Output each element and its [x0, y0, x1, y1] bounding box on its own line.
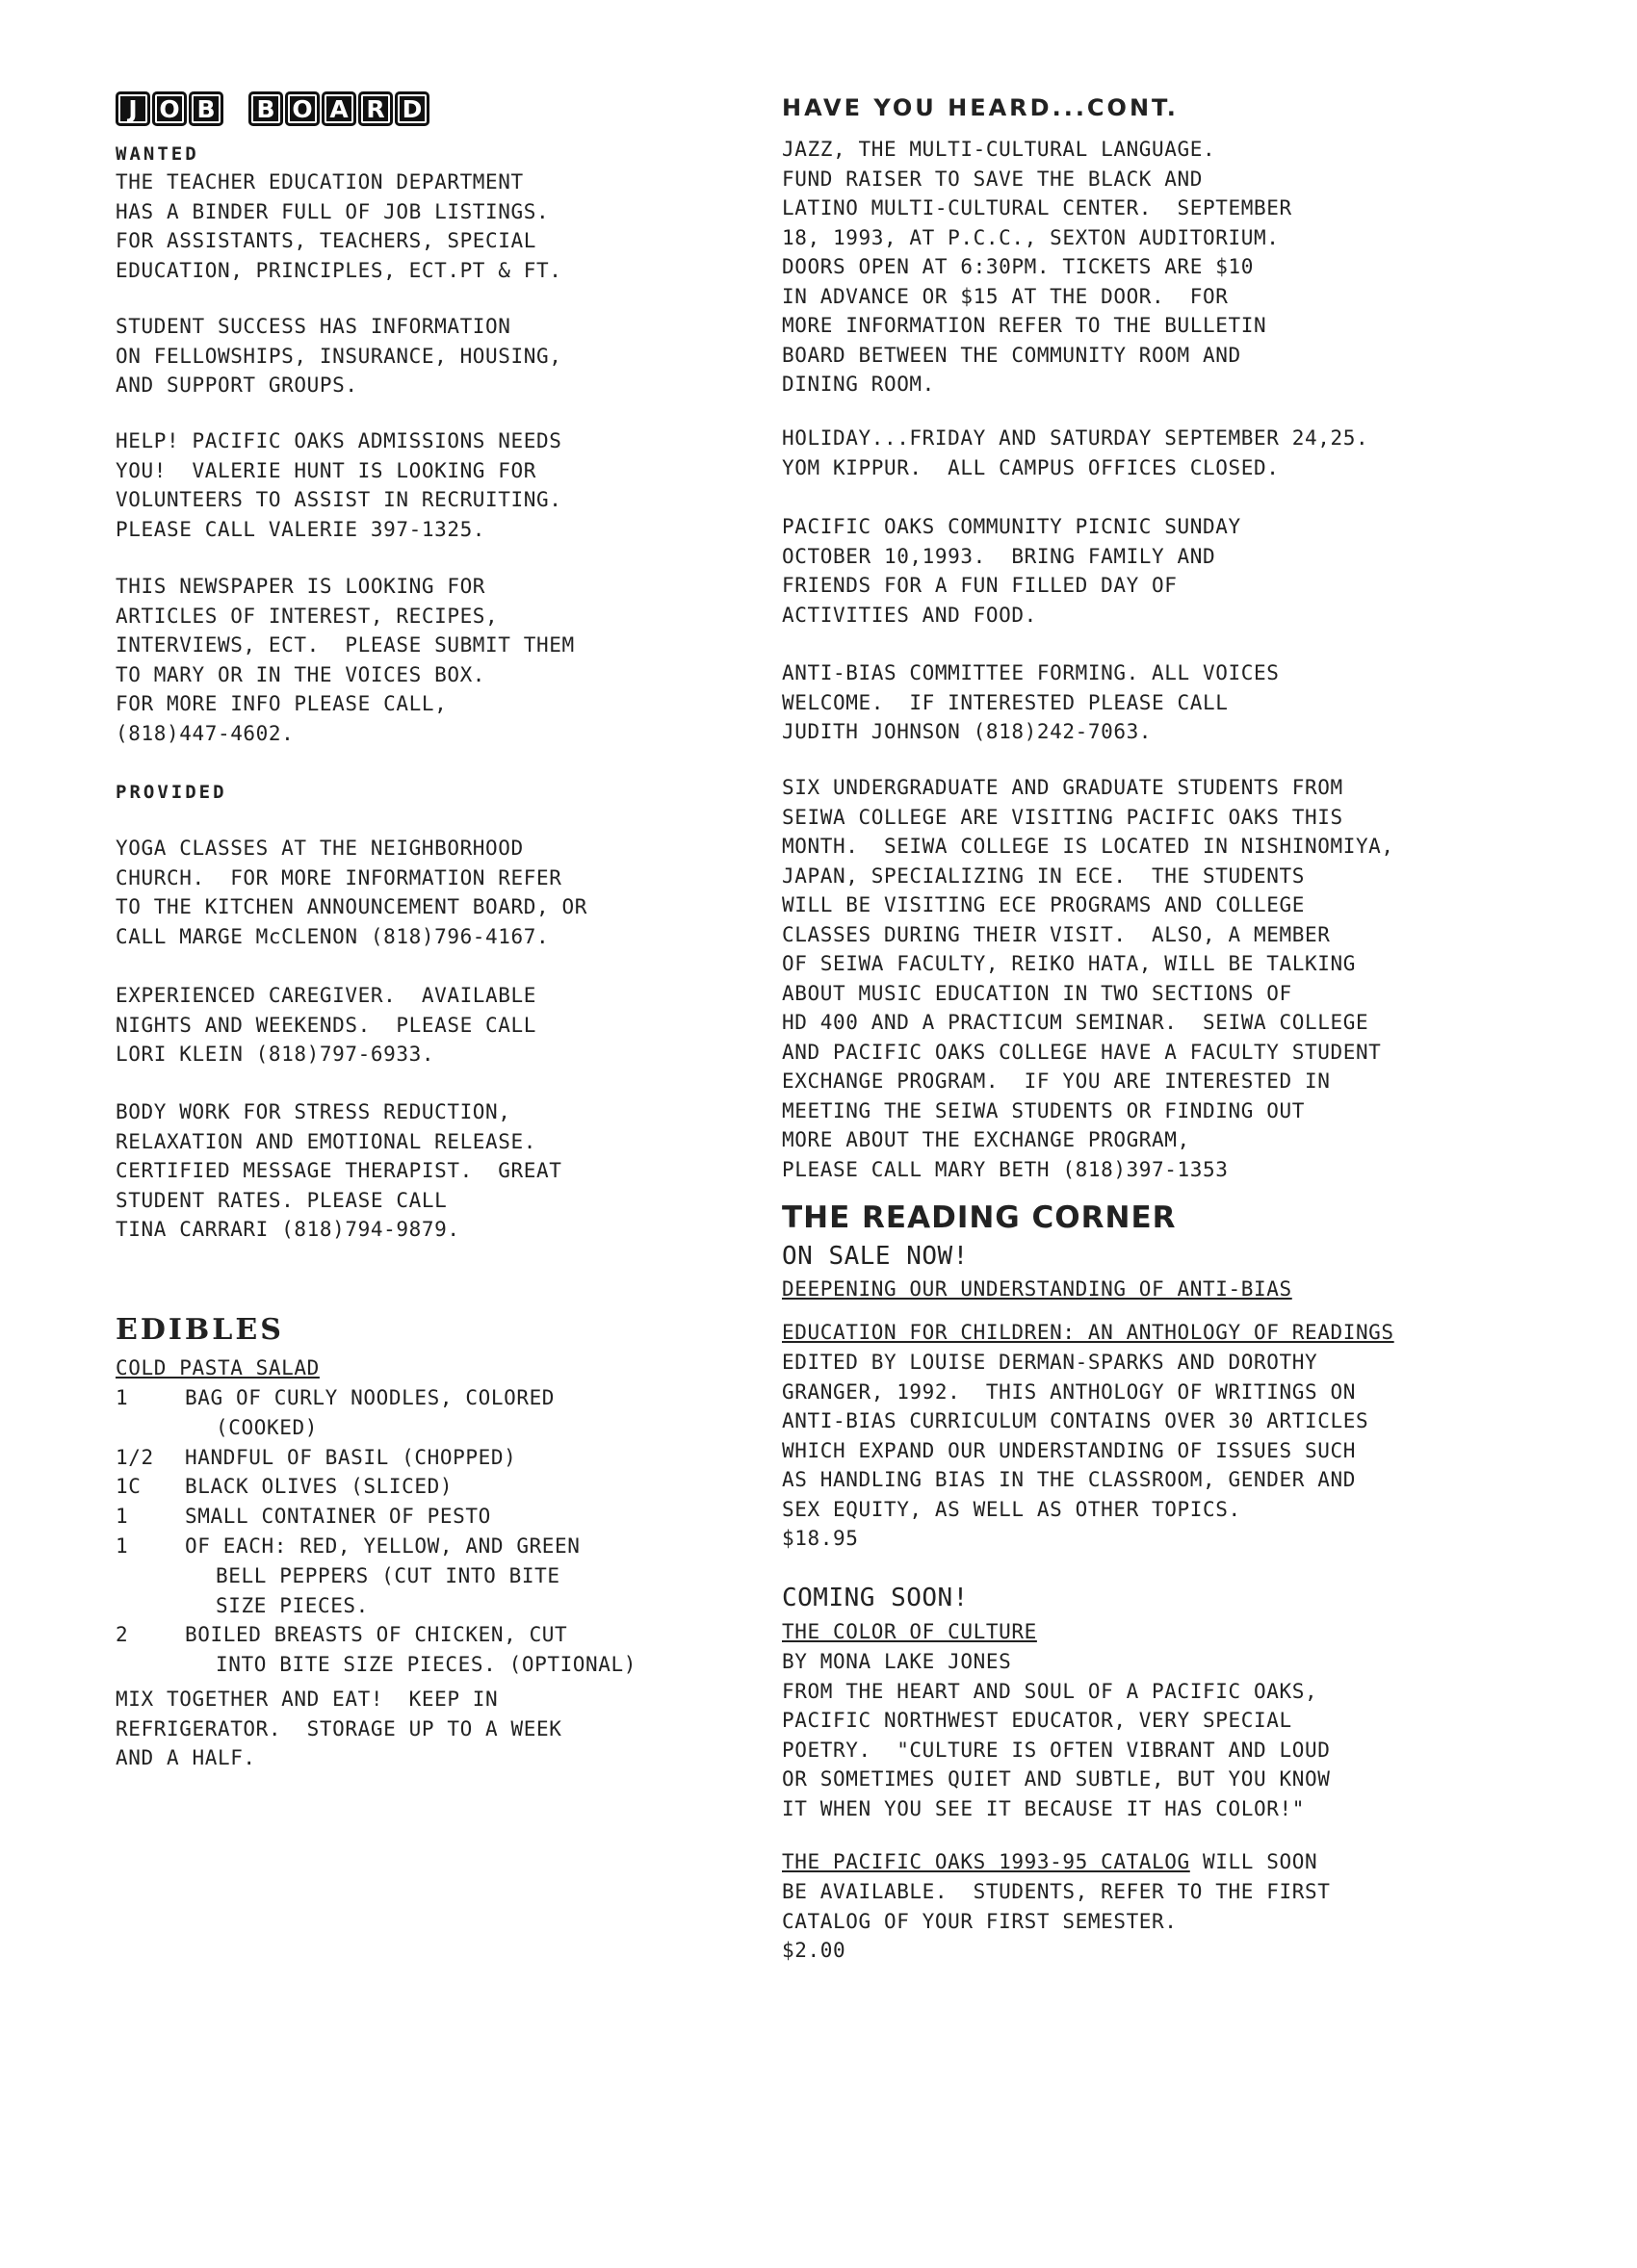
job-board-heading: [116, 91, 429, 126]
coming-book-title: THE COLOR OF CULTURE: [782, 1620, 1037, 1643]
ingredient-text: BOILED BREASTS OF CHICKEN, CUT: [185, 1623, 568, 1647]
recipe-ingredient: [116, 1383, 637, 1413]
ingredient-continuation: (COOKED): [216, 1415, 318, 1439]
catalog-description: BE AVAILABLE. STUDENTS, REFER TO THE FIRST CATALOG OF YOUR FIRST SEMESTER. $2.00: [782, 1880, 1331, 1962]
book-title-line-1: DEEPENING OUR UNDERSTANDING OF ANTI-BIAS: [782, 1277, 1292, 1301]
book-description: EDITED BY LOUISE DERMAN-SPARKS AND DOROTHY GRANGER, 1992. THIS ANTHOLOGY OF WRITINGS ON ANTI-BIAS CURRICULUM CONTAINS OVER 30 ARTICLES WHICH EXPAND OUR UNDERSTANDING OF ISSUES SUCH AS HANDLING BIAS IN THE CLASSROOM, GENDER AND SEX EQUITY, AS WELL AS OTHER TOPICS. $18.95: [782, 1351, 1369, 1550]
notice-seiwa-college: SIX UNDERGRADUATE AND GRADUATE STUDENTS FROM SEIWA COLLEGE ARE VISITING PACIFIC OAKS THIS MONTH. SEIWA COLLEGE IS LOCATED IN NISHINOMIYA, JAPAN, SPECIALIZING IN ECE. THE STUDENTS WILL BE VISITING ECE PROGRAMS AND COLLEGE CLASSES DURING THEIR VISIT. ALSO, A MEMBER OF SEIWA FACULTY, REIKO HATA, WILL BE TALKING ABOUT MUSIC EDUCATION IN TWO SECTIONS OF HD 400 AND A PRACTICUM SEMINAR. SEIWA COLLEGE AND PACIFIC OAKS COLLEGE HAVE A FACULTY STUDENT EXCHANGE PROGRAM. IF YOU ARE INTERESTED IN MEETING THE SEIWA STUDENTS OR FINDING OUT MORE ABOUT THE EXCHANGE PROGRAM, PLEASE CALL MARY BETH (818)397-1353: [782, 776, 1394, 1181]
coming-book-description: BY MONA LAKE JONES FROM THE HEART AND SOUL OF A PACIFIC OAKS, PACIFIC NORTHWEST EDUCATOR, VERY SPECIAL POETRY. "CULTURE IS OFTEN VIBRANT AND LOUD OR SOMETIMES QUIET AND SUBTLE, BUT YOU KNOW IT WHEN YOU SEE IT BECAUSE IT HAS COLOR!": [782, 1650, 1331, 1820]
ingredient-text: BAG OF CURLY NOODLES, COLORED: [185, 1386, 556, 1409]
job-board-letter: O: [152, 91, 187, 126]
provided-listing-yoga: YOGA CLASSES AT THE NEIGHBORHOOD CHURCH. FOR MORE INFORMATION REFER TO THE KITCHEN ANNOUNCEMENT BOARD, OR CALL MARGE McCLENON (818)796-4167.: [116, 837, 587, 948]
wanted-listing-admissions: HELP! PACIFIC OAKS ADMISSIONS NEEDS YOU! VALERIE HUNT IS LOOKING FOR VOLUNTEERS TO ASSIST IN RECRUITING. PLEASE CALL VALERIE 397-1325.: [116, 429, 562, 541]
coming-soon-label: COMING SOON!: [782, 1584, 969, 1612]
ingredient-quantity: 1: [116, 1386, 129, 1409]
ingredient-quantity: 1/2: [116, 1445, 154, 1469]
ingredient-text: HANDFUL OF BASIL (CHOPPED): [185, 1445, 517, 1469]
provided-listing-caregiver: EXPERIENCED CAREGIVER. AVAILABLE NIGHTS AND WEEKENDS. PLEASE CALL LORI KLEIN (818)797-6933.: [116, 984, 537, 1066]
recipe-ingredient: [116, 1502, 637, 1532]
reading-corner-heading: THE READING CORNER: [782, 1200, 1177, 1235]
job-board-letter: B: [189, 91, 223, 126]
catalog-notice-line: [782, 1847, 1317, 1877]
notice-anti-bias-committee: ANTI-BIAS COMMITTEE FORMING. ALL VOICES WELCOME. IF INTERESTED PLEASE CALL JUDITH JOHNSON (818)242-7063.: [782, 661, 1280, 743]
job-board-word: [248, 91, 429, 126]
book-title-line-2: EDUCATION FOR CHILDREN: AN ANTHOLOGY OF READINGS: [782, 1321, 1394, 1344]
edibles-heading: EDIBLES: [116, 1313, 284, 1347]
recipe-ingredient: [116, 1532, 637, 1561]
wanted-listing-student-success: STUDENT SUCCESS HAS INFORMATION ON FELLOWSHIPS, INSURANCE, HOUSING, AND SUPPORT GROUPS.: [116, 315, 562, 397]
recipe-ingredient: [116, 1620, 637, 1650]
recipe-ingredient: [116, 1472, 637, 1502]
ingredient-quantity: 1: [116, 1505, 129, 1529]
recipe-instructions: MIX TOGETHER AND EAT! KEEP IN REFRIGERATOR. STORAGE UP TO A WEEK AND A HALF.: [116, 1688, 562, 1769]
wanted-listing-newspaper: THIS NEWSPAPER IS LOOKING FOR ARTICLES OF INTEREST, RECIPES, INTERVIEWS, ECT. PLEASE SUBMIT THEM TO MARY OR IN THE VOICES BOX. FOR MORE INFO PLEASE CALL, (818)447-4602.: [116, 575, 575, 745]
notice-jazz-fundraiser: JAZZ, THE MULTI-CULTURAL LANGUAGE. FUND RAISER TO SAVE THE BLACK AND LATINO MULTI-CULTURAL CENTER. SEPTEMBER 18, 1993, AT P.C.C., SEXTON AUDITORIUM. DOORS OPEN AT 6:30PM. TICKETS ARE $10 IN ADVANCE OR $15 AT THE DOOR. FOR MORE INFORMATION REFER TO THE BULLETIN BOARD BETWEEN THE COMMUNITY ROOM AND DINING ROOM.: [782, 138, 1292, 396]
job-board-word: [116, 91, 223, 126]
ingredient-continuation: BELL PEPPERS (CUT INTO BITE SIZE PIECES.: [216, 1563, 560, 1617]
ingredient-quantity: 2: [116, 1623, 129, 1647]
ingredient-text: SMALL CONTAINER OF PESTO: [185, 1505, 491, 1529]
recipe-title: COLD PASTA SALAD: [116, 1356, 320, 1379]
provided-heading: PROVIDED: [116, 782, 227, 803]
recipe-ingredients: [116, 1383, 637, 1680]
job-board-letter: B: [248, 91, 283, 126]
ingredient-quantity: 1C: [116, 1475, 142, 1499]
notice-community-picnic: PACIFIC OAKS COMMUNITY PICNIC SUNDAY OCTOBER 10,1993. BRING FAMILY AND FRIENDS FOR A FUN FILLED DAY OF ACTIVITIES AND FOOD.: [782, 515, 1241, 627]
catalog-title: THE PACIFIC OAKS 1993-95 CATALOG: [782, 1850, 1190, 1873]
wanted-heading: WANTED: [116, 143, 199, 165]
ingredient-quantity: 1: [116, 1533, 129, 1558]
job-board-letter: O: [285, 91, 320, 126]
job-board-letter: J: [116, 91, 150, 126]
on-sale-label: ON SALE NOW!: [782, 1242, 969, 1271]
job-board-letter: A: [322, 91, 356, 126]
ingredient-continuation: INTO BITE SIZE PIECES. (OPTIONAL): [216, 1653, 637, 1677]
wanted-listing-teacher-education: THE TEACHER EDUCATION DEPARTMENT HAS A BINDER FULL OF JOB LISTINGS. FOR ASSISTANTS, TEACHERS, SPECIAL EDUCATION, PRINCIPLES, ECT.PT & FT.: [116, 170, 562, 282]
ingredient-text: BLACK OLIVES (SLICED): [185, 1475, 454, 1499]
have-you-heard-heading: HAVE YOU HEARD...CONT.: [782, 94, 1179, 121]
catalog-title-rest: WILL SOON: [1189, 1850, 1318, 1873]
recipe-ingredient: [116, 1443, 637, 1473]
job-board-letter: D: [395, 91, 429, 126]
ingredient-text: OF EACH: RED, YELLOW, AND GREEN: [185, 1533, 581, 1558]
job-board-letter: R: [358, 91, 393, 126]
notice-holiday: HOLIDAY...FRIDAY AND SATURDAY SEPTEMBER 24,25. YOM KIPPUR. ALL CAMPUS OFFICES CLOSED.: [782, 426, 1369, 479]
provided-listing-body-work: BODY WORK FOR STRESS REDUCTION, RELAXATION AND EMOTIONAL RELEASE. CERTIFIED MESSAGE THERAPIST. GREAT STUDENT RATES. PLEASE CALL TINA CARRARI (818)794-9879.: [116, 1100, 562, 1241]
